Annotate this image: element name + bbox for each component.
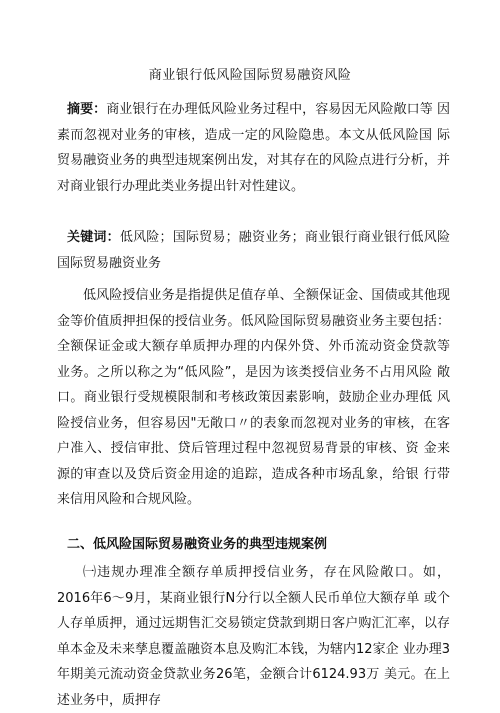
keywords-label: 关键词： (67, 230, 120, 245)
abstract-label: 摘要： (67, 102, 107, 117)
case-paragraph: ㈠违规办理准全额存单质押授信业务，存在风险敞口。如，2016年6～9月，某商业银行N分行以全额人民币单位大额存单 或个人存单质押，通过远期售汇交易锁定贷款到期日客户购汇汇率，以存单本金及未来孳息覆盖融资本息及购汇本钱，为辖内12家企 业办理3年期美元流动资金贷款业务26笔，金额合计6124.93万 美元。在上述业务中，质押存 (57, 565, 450, 708)
document-title: 商业银行低风险国际贸易融资风险 (148, 68, 352, 83)
abstract-text: 商业银行在办理低风险业务过程中，容易因无风险敞口等 因素而忽视对业务的审核，造成一定的风险隐患。本文从低风险国 际贸易融资业务的典型违规案例出发，对其存在的风险点进行分析，并对商业银行办理此类业务提出针对性建议。 (57, 102, 450, 194)
intro-paragraph: 低风险授信业务是指提供足值存单、全额保证金、国债或其他现 金等价值质押担保的授信业务。低风险国际贸易融资业务主要包括：全额保证金或大额存单质押办理的内保外贷、外币流动资金贷款等 业务。之所以称之为“低风险”，是因为该类授信业务不占用风险 敞口。商业银行受规模限制和考核政策因素影响，鼓励企业办理低 风险授信业务，但容易因"无敞口〃的表象而忽视对业务的审核，在客户准入、授信审批、贷后管理过程中忽视贸易背景的审核、资 金来源的审查以及贷后资金用途的追踪，造成各种市场乱象，给银 行带来信用风险和合规风险。 (57, 288, 450, 507)
section-heading: 二、低风险国际贸易融资业务的典型违规案例 (67, 537, 328, 552)
abstract-paragraph (57, 97, 450, 199)
keywords-paragraph (57, 225, 450, 276)
keywords-text: 低风险；国际贸易；融资业务；商业银行商业银行低风险国际贸易融资业务 (57, 230, 450, 271)
